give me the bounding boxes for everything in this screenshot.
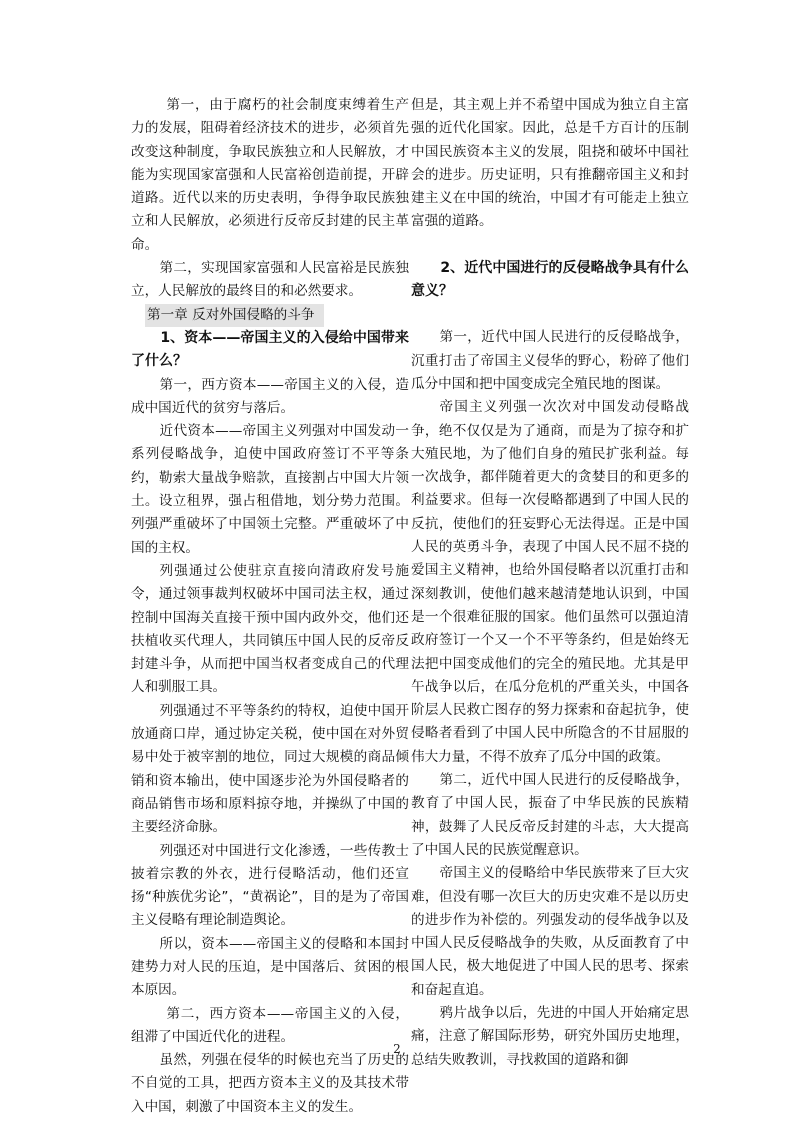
right-column bbox=[411, 94, 689, 1072]
paragraph: 第二，实现国家富强和人民富裕是民族独立，人民解放的最终目的和必然要求。 bbox=[131, 260, 409, 300]
paragraph: 第一，西方资本——帝国主义的入侵，造成中国近代的贫穷与落后。 bbox=[131, 376, 409, 416]
paragraph: 第二，西方资本——帝国主义的入侵，组滞了中国近代化的进程。 bbox=[131, 1005, 409, 1045]
paragraph: 帝国主义的侵略给中华民族带来了巨大灾难，但没有哪一次巨大的历史灾难不是以历史的进步作为补偿的。列强发动的侵华战争以及中国人民反侵略战争的失败，从反面教育了中国人民，极大地促进了中国人民的思考、探索和奋起直追。 bbox=[411, 865, 689, 998]
paragraph: 虽然，列强在侵华的时候也充当了历史的不自觉的工具，把西方资本主义的及其技术带入中国，刺激了中国资本主义的发生。 bbox=[131, 1052, 409, 1115]
paragraph: 列强还对中国进行文化渗透，一些传教士披着宗教的外衣，进行侵略活动，他们还宣扬“种族优劣论”，“黄祸论”，目的是为了帝国主义侵略有理论制造舆论。 bbox=[131, 842, 409, 929]
paragraph: 第一，由于腐朽的社会制度束缚着生产力的发展，阻碍着经济技术的进步，必须首先改变这种制度，争取民族独立和人民解放，才能为实现国家富强和人民富裕创造前提，开辟道路。近代以来的历史表明，争得争取民族独立和人民解放，必须进行反帝反封建的民主革命。 bbox=[131, 97, 409, 253]
question-heading: 1、资本——帝国主义的入侵给中国带来了什么？ bbox=[131, 329, 409, 370]
paragraph: 但是，其主观上并不希望中国成为独立自主富强的近代化国家。因此，总是千方百计的压制中国民族资本主义的发展，阻挠和破坏中国社会的进步。历史证明，只有推翻帝国主义和封建主义在中国的统治，中国才有可能走上独立富强的道路。 bbox=[411, 97, 689, 230]
page-number: 2 bbox=[393, 1042, 401, 1056]
chapter-heading bbox=[131, 304, 409, 327]
spacer bbox=[411, 303, 689, 326]
paragraph: 所以，资本——帝国主义的侵略和本国封建势力对人民的压迫，是中国落后、贫困的根本原因。 bbox=[131, 935, 409, 999]
paragraph: 列强通过公使驻京直接向清政府发号施令，通过领事裁判权破坏中国司法主权，通过控制中国海关直接干预中国内政外交，他们还扶植收买代理人，共同镇压中国人民的反帝反封建斗争，从而把中国当权者变成自己的代理人和驯服工具。 bbox=[131, 562, 409, 696]
paragraph: 鸦片战争以后，先进的中国人开始痛定思痛，注意了解国际形势，研究外国历史地理，总结失败教训，寻找救国的道路和御 bbox=[411, 1004, 689, 1068]
spacer bbox=[411, 234, 689, 257]
paragraph: 列强通过不平等条约的特权，迫使中国开放通商口岸，通过协定关税，使中国在对外贸易中处于被宰割的地位，同过大规模的商品倾销和资本输出，使中国逐步沦为外国侵略者的商品销售市场和原料掠夺地，并操纵了中国的主要经济命脉。 bbox=[131, 702, 409, 836]
question-heading: 2、近代中国进行的反侵略战争具有什么意义？ bbox=[411, 259, 689, 300]
paragraph: 帝国主义列强一次次对中国发动侵略战争，绝不仅仅是为了通商，而是为了掠夺和扩大殖民地，为了他们自身的殖民扩张利益。每一次战争，都伴随着更大的贪婪目的和更多的利益要求。但每一次侵略都遇到了中国人民的反抗，使他们的狂妄野心无法得逞。正是中国人民的英勇斗争，表现了中国人民不屈不挠的爱国主义精神，也给外国侵略者以沉重打击和深刻教训，使他们越来越清楚地认识到，中国是一个很难征服的国家。他们虽然可以强迫清政府签订一个又一个不平等条约，但是始终无法把中国变成他们的完全的殖民地。尤其是甲午战争以后，在瓜分危机的严重关头，中国各阶层人民救亡图存的努力探索和奋起抗争，使侵略者看到了中国人民中所隐含的不甘屈服的伟大力量，不得不放弃了瓜分中国的政策。 bbox=[411, 399, 689, 765]
chapter-title: 第一章 反对外国侵略的斗争 bbox=[145, 304, 324, 327]
paragraph: 第二，近代中国人民进行的反侵略战争，教育了中国人民，振奋了中华民族的民族精神，鼓舞了人民反帝反封建的斗志，大大提高了中国人民的民族觉醒意识。 bbox=[411, 772, 689, 858]
left-column bbox=[131, 94, 409, 1119]
paragraph: 第一，近代中国人民进行的反侵略战争，沉重打击了帝国主义侵华的野心，粉碎了他们瓜分中国和把中国变成完全殖民地的图谋。 bbox=[411, 329, 689, 392]
paragraph: 近代资本——帝国主义列强对中国发动一系列侵略战争，迫使中国政府签订不平等条约，勒索大量战争赔款，直接割占中国大片领土。设立租界，强占租借地，划分势力范围。列强严重破坏了中国领土完整。严重破坏了中国的主权。 bbox=[131, 423, 409, 556]
